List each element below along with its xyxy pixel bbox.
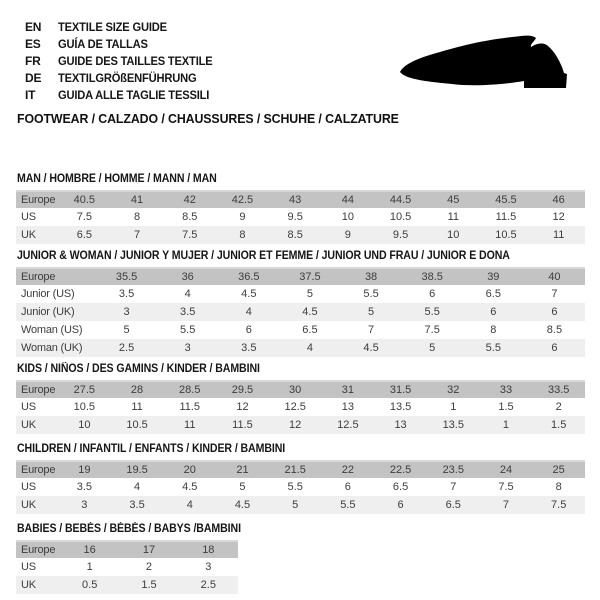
size-cell: 42.5 (231, 194, 254, 206)
language-guide-title: TEXTILGRÖßENFÜHRUNG (58, 71, 197, 85)
size-cell: 12 (552, 211, 565, 223)
size-cell: 5.5 (363, 288, 379, 300)
size-cell: 12 (236, 401, 249, 413)
section-title: BABIES / BEBÉS / BÉBÉS / BABYS /BAMBINI (17, 523, 241, 535)
size-cell: 39 (487, 271, 500, 283)
size-cell: 7 (133, 229, 141, 241)
size-cell: 5.5 (287, 481, 303, 493)
size-cell: 9.5 (287, 211, 303, 223)
language-row (25, 87, 224, 104)
size-cell: 21.5 (284, 464, 306, 476)
size-cell: 4 (186, 499, 193, 511)
size-cell: 6.5 (392, 481, 409, 493)
language-code: IT (25, 88, 36, 102)
size-cell: 2 (145, 561, 153, 573)
table-row (16, 321, 585, 339)
section-kids (16, 363, 585, 434)
section-title: MAN / HOMBRE / HOMME / MANN / MAN (17, 173, 217, 185)
table-row (16, 540, 238, 558)
size-cell: 1.5 (551, 419, 567, 431)
row-label: Junior (US) (21, 288, 75, 300)
size-cell: 9.5 (392, 229, 409, 241)
section-title: JUNIOR & WOMAN / JUNIOR Y MUJER / JUNIOR ET FEMME / JUNIOR UND FRAU / JUNIOR E DONA (17, 250, 510, 262)
size-cell: 10 (447, 229, 460, 241)
size-cell: 7 (368, 324, 375, 336)
size-cell: 7.5 (551, 499, 567, 511)
size-cell: 4 (133, 481, 141, 493)
size-cell: 3.5 (241, 342, 257, 354)
section-man (16, 173, 585, 244)
table-row (16, 558, 238, 576)
size-cell: 37.5 (299, 271, 321, 283)
table-row (16, 303, 585, 321)
size-cell: 6 (490, 306, 497, 318)
size-cell: 6.5 (445, 499, 461, 511)
section-junior-woman (16, 250, 585, 357)
size-cell: 11 (184, 419, 196, 431)
row-label: UK (21, 579, 36, 591)
size-cell: 22.5 (389, 464, 412, 476)
size-cell: 5 (306, 288, 313, 300)
size-cell: 44.5 (389, 194, 412, 206)
size-cell: 45 (447, 194, 460, 206)
language-row (25, 36, 224, 53)
row-label: UK (21, 419, 36, 431)
section-babies (16, 523, 241, 594)
size-cell: 36 (181, 271, 194, 283)
size-cell: 5.5 (424, 306, 440, 318)
row-label: US (21, 481, 36, 493)
size-cell: 25 (552, 464, 565, 476)
size-cell: 4.5 (363, 342, 379, 354)
size-cell: 43 (289, 194, 302, 206)
size-cell: 16 (83, 544, 96, 556)
size-cell: 20 (183, 464, 196, 476)
size-cell: 10.5 (126, 419, 148, 431)
row-label: Europe (21, 271, 56, 283)
size-cell: 11.5 (495, 211, 517, 223)
size-cell: 5 (123, 324, 130, 336)
size-cell: 42 (183, 194, 196, 206)
size-cell: 7 (450, 481, 457, 493)
size-cell: 45.5 (495, 194, 517, 206)
size-cell: 0.5 (82, 579, 98, 591)
size-cell: 8.5 (546, 324, 563, 336)
size-cell: 6 (344, 481, 351, 493)
row-label: Woman (US) (21, 324, 83, 336)
size-cell: 8.5 (287, 229, 303, 241)
size-cell: 32 (447, 384, 460, 396)
table-row (16, 226, 585, 244)
table-row (16, 576, 238, 594)
size-cell: 7 (502, 499, 510, 511)
table-row (16, 398, 585, 416)
size-table-junior-woman (16, 267, 585, 357)
size-cell: 7 (551, 288, 558, 300)
language-guide-title: TEXTILE SIZE GUIDE (58, 20, 167, 34)
size-cell: 10 (78, 419, 91, 431)
section-title: CHILDREN / INFANTIL / ENFANTS / KINDER / BAMBINI (17, 443, 286, 455)
table-row (16, 339, 585, 357)
size-cell: 8.5 (182, 211, 198, 223)
size-cell: 4.5 (241, 288, 257, 300)
language-row (25, 19, 224, 36)
language-guide-title: GUIDE DES TAILLES TEXTILE (58, 54, 213, 68)
size-cell: 19 (78, 464, 91, 476)
size-cell: 13 (394, 419, 407, 431)
table-row (16, 190, 585, 208)
size-cell: 21 (236, 464, 249, 476)
size-cell: 30 (289, 384, 302, 396)
language-title-list (25, 19, 224, 104)
size-cell: 10.5 (73, 401, 96, 413)
language-code: DE (25, 71, 42, 85)
size-cell: 2 (555, 401, 562, 413)
category-heading: FOOTWEAR / CALZADO / CHAUSSURES / SCHUHE / CALZATURE (17, 111, 399, 126)
language-guide-title: GUIDA ALLE TAGLIE TESSILI (58, 88, 210, 102)
row-label: Junior (UK) (21, 306, 75, 318)
row-label: UK (21, 499, 36, 511)
size-cell: 6.5 (485, 288, 501, 300)
size-cell: 5 (368, 306, 375, 318)
row-label: Europe (21, 194, 56, 206)
size-cell: 3.5 (180, 306, 196, 318)
size-cell: 33.5 (547, 384, 570, 396)
size-cell: 7.5 (76, 211, 92, 223)
size-cell: 33 (499, 384, 513, 396)
size-cell: 8 (490, 324, 497, 336)
size-cell: 29.5 (231, 384, 254, 396)
size-cell: 11.5 (232, 419, 253, 431)
section-children (16, 443, 585, 514)
language-guide-title: GUÍA DE TALLAS (58, 37, 148, 51)
size-cell: 5 (429, 342, 436, 354)
table-row (16, 208, 585, 226)
size-cell: 40.5 (73, 194, 96, 206)
table-row (16, 416, 585, 434)
size-cell: 10 (341, 211, 354, 223)
dress-shoe-icon (396, 30, 574, 94)
size-cell: 1 (86, 561, 93, 573)
size-cell: 41 (130, 194, 144, 206)
language-row (25, 53, 224, 70)
table-row (16, 496, 585, 514)
size-cell: 5 (292, 499, 299, 511)
size-cell: 28 (130, 384, 144, 396)
size-cell: 36.5 (238, 271, 260, 283)
size-cell: 18 (202, 544, 215, 556)
size-cell: 11 (552, 229, 565, 241)
size-table-man (16, 190, 585, 244)
language-row (25, 70, 224, 87)
size-cell: 6.5 (302, 324, 318, 336)
size-cell: 7.5 (182, 229, 198, 241)
size-cell: 6 (397, 499, 404, 511)
size-cell: 9 (344, 229, 351, 241)
size-cell: 17 (142, 544, 156, 556)
size-cell: 6 (429, 288, 436, 300)
row-label: US (21, 211, 36, 223)
size-cell: 4.5 (182, 481, 198, 493)
row-label: UK (21, 229, 36, 241)
size-cell: 3.5 (76, 481, 92, 493)
table-row (16, 285, 585, 303)
size-cell: 3.5 (118, 288, 135, 300)
language-code: EN (25, 20, 42, 34)
row-label: Europe (21, 544, 56, 556)
size-cell: 11.5 (179, 401, 201, 413)
size-cell: 27.5 (73, 384, 96, 396)
size-cell: 10.5 (495, 229, 517, 241)
size-cell: 13 (341, 401, 354, 413)
table-row (16, 380, 585, 398)
size-cell: 7.5 (498, 481, 514, 493)
size-cell: 8 (239, 229, 246, 241)
size-cell: 4 (184, 288, 191, 300)
size-cell: 13.5 (442, 419, 464, 431)
size-cell: 38.5 (421, 271, 443, 283)
size-cell: 12 (289, 419, 302, 431)
row-label: US (21, 561, 36, 573)
size-cell: 6 (551, 342, 558, 354)
size-cell: 6 (245, 324, 252, 336)
size-cell: 4 (306, 342, 313, 354)
size-cell: 6.5 (76, 229, 92, 241)
size-cell: 5 (239, 481, 246, 493)
row-label: Europe (21, 464, 56, 476)
size-cell: 28.5 (179, 384, 201, 396)
language-code: FR (25, 54, 41, 68)
size-cell: 24 (499, 464, 513, 476)
size-cell: 12.5 (284, 401, 306, 413)
size-cell: 3 (81, 499, 88, 511)
row-label: Europe (21, 384, 56, 396)
size-cell: 13.5 (389, 401, 412, 413)
size-cell: 4.5 (302, 306, 318, 318)
size-cell: 6 (551, 306, 558, 318)
size-cell: 5.5 (485, 342, 501, 354)
size-cell: 19.5 (126, 464, 148, 476)
size-cell: 31.5 (389, 384, 412, 396)
size-cell: 1.5 (498, 401, 514, 413)
size-cell: 10.5 (389, 211, 412, 223)
size-cell: 12.5 (337, 419, 359, 431)
size-cell: 3.5 (129, 499, 145, 511)
size-cell: 46 (552, 194, 565, 206)
size-cell: 1 (502, 419, 510, 431)
size-table-babies (16, 540, 238, 594)
size-cell: 5.5 (180, 324, 196, 336)
size-cell: 7.5 (424, 324, 440, 336)
size-cell: 38 (364, 271, 378, 283)
size-cell: 2.5 (200, 579, 216, 591)
size-cell: 11 (131, 401, 143, 413)
size-cell: 40 (548, 271, 561, 283)
size-cell: 2.5 (118, 342, 135, 354)
row-label: Woman (UK) (21, 342, 83, 354)
table-row (16, 460, 585, 478)
size-cell: 11 (447, 211, 459, 223)
size-cell: 4 (245, 306, 252, 318)
size-cell: 31 (341, 384, 354, 396)
size-cell: 23.5 (442, 464, 464, 476)
size-cell: 1 (450, 401, 457, 413)
size-cell: 22 (341, 464, 354, 476)
size-cell: 44 (341, 194, 354, 206)
size-table-kids (16, 380, 585, 434)
table-row (16, 478, 585, 496)
size-cell: 8 (133, 211, 141, 223)
row-label: US (21, 401, 36, 413)
language-code: ES (25, 37, 41, 51)
size-cell: 3 (184, 342, 191, 354)
table-row (16, 267, 585, 285)
size-cell: 4.5 (234, 499, 251, 511)
size-cell: 8 (555, 481, 562, 493)
size-cell: 1.5 (141, 579, 157, 591)
size-cell: 3 (205, 561, 212, 573)
size-cell: 3 (123, 306, 130, 318)
section-title: KIDS / NIÑOS / DES GAMINS / KINDER / BAMBINI (17, 363, 260, 375)
size-cell: 9 (239, 211, 246, 223)
size-table-children (16, 460, 585, 514)
size-cell: 35.5 (115, 271, 138, 283)
size-cell: 5.5 (340, 499, 356, 511)
